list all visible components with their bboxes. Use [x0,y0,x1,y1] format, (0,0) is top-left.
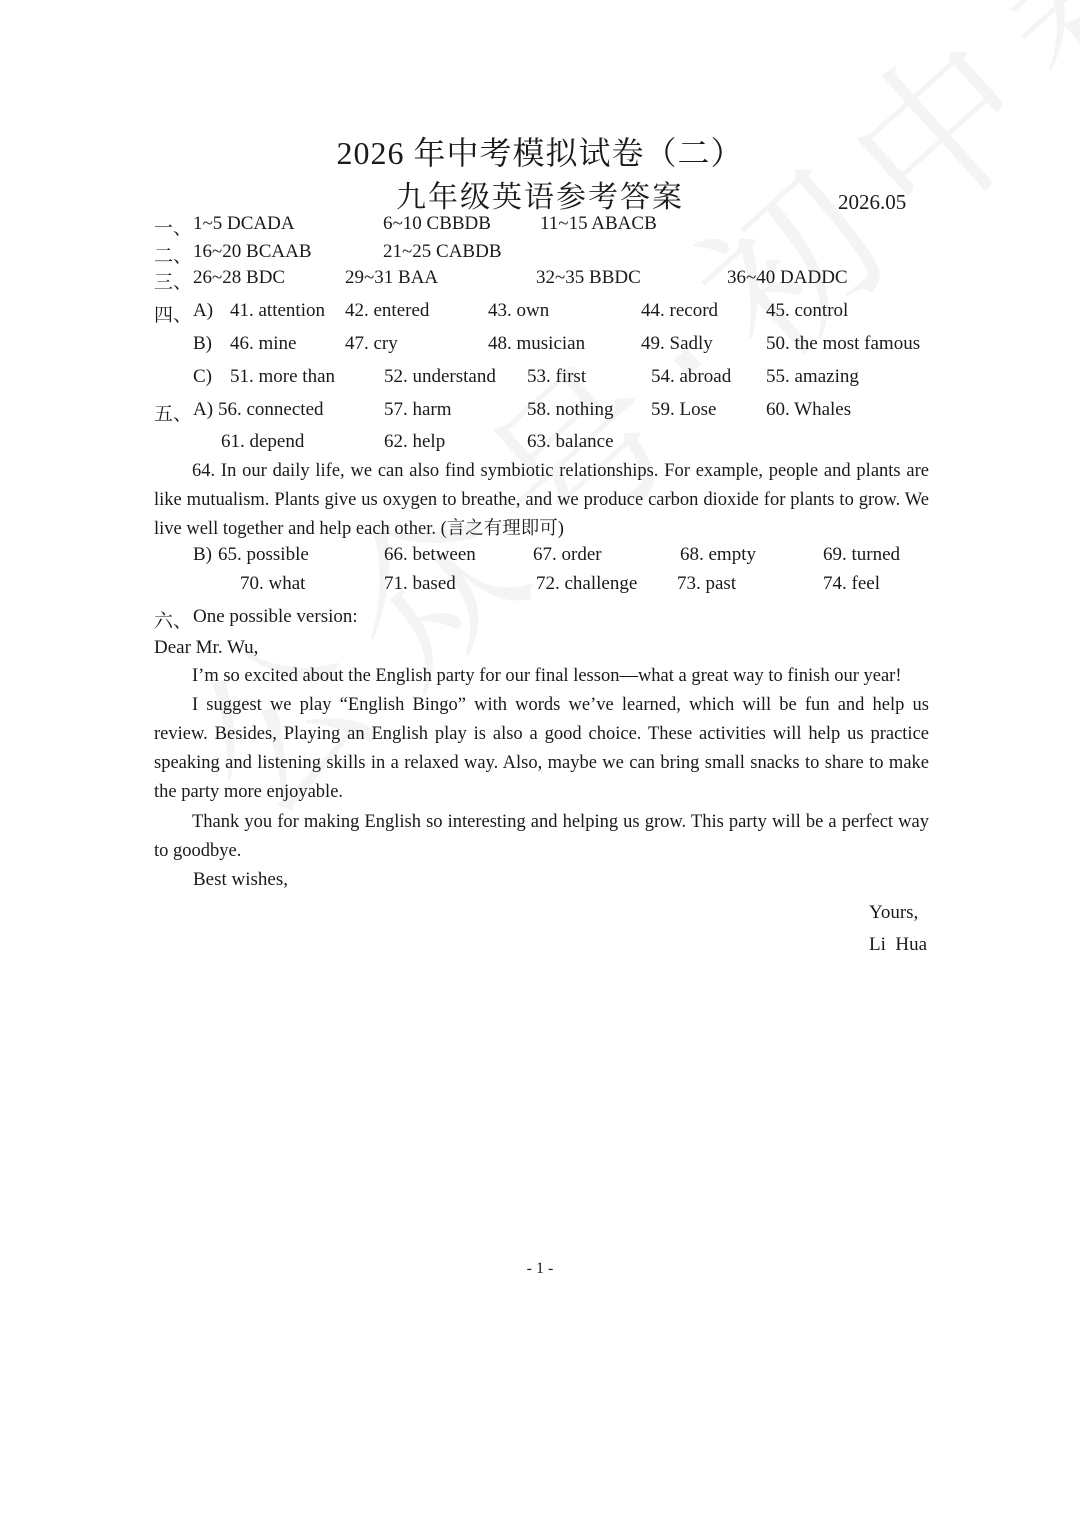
answer-group: 36~40 DADDC [727,267,848,288]
section-6-intro: One possible version: [193,606,358,627]
answer-item: 44. record [641,300,719,321]
answer-group: 11~15 ABACB [540,213,657,234]
answer-item: 72. challenge [536,573,638,594]
answer-item: 71. based [384,573,456,594]
answer-item: 52. understand [384,366,496,387]
answer-item: 73. past [677,573,737,594]
answer-item: 74. feel [823,573,880,594]
answer-item: 56. connected [218,399,324,420]
answer-group: 6~10 CBBDB [383,213,491,234]
answer-item: 46. mine [230,333,297,354]
answer-item: 45. control [766,300,849,321]
page-number: - 1 - [526,1260,554,1277]
answer-item: 65. possible [218,544,309,565]
answer-item: 61. depend [221,431,305,452]
part-label: C) [193,366,212,387]
answer-item: 48. musician [488,333,586,354]
answer-item: 59. Lose [651,399,717,420]
section-1-label: 一、 [154,218,193,239]
answer-group: 26~28 BDC [193,267,286,288]
letter-paragraph-1: I’m so excited about the English party for our final lesson—what a great way to finish our year! [192,666,902,686]
answer-item: 54. abroad [651,366,732,387]
answer-item: 62. help [384,431,446,452]
answer-item: 49. Sadly [641,333,713,354]
answer-group: 29~31 BAA [345,267,439,288]
letter-signature-name: Li Hua [869,934,928,955]
section-4-label: 四、 [154,305,193,326]
answer-item: 67. order [533,544,602,565]
section-3-label: 三、 [154,272,193,293]
part-label: A) [193,399,214,420]
answer-group: 1~5 DCADA [193,213,295,234]
part-label: A) [193,300,214,321]
answer-item: 58. nothing [527,399,614,420]
page-title: 2026 年中考模拟试卷（二） [336,135,744,171]
answer-item: 69. turned [823,544,901,565]
answer-item: 55. amazing [766,366,859,387]
answer-item: 70. what [240,573,306,594]
answer-item: 66. between [384,544,476,565]
answer-group: 32~35 BBDC [536,267,641,288]
answer-item: 57. harm [384,399,452,420]
letter-closing: Best wishes, [193,869,288,890]
answer-64-paragraph: 64. In our daily life, we can also find symbiotic relationships. For example, people and plants are like mutualism. Plants give us oxygen to breathe, and we produce carbon dioxide for plants to grow. We live well together and help each other. (言之有理即可) [154,461,929,539]
answer-item: 68. empty [680,544,756,565]
section-6-label: 六、 [154,611,193,632]
answer-item: 43. own [488,300,550,321]
part-label: B) [193,544,212,565]
section-2-label: 二、 [154,246,193,267]
answer-item: 47. cry [345,333,398,354]
answer-group: 21~25 CABDB [383,241,502,262]
letter-paragraph-2: I suggest we play “English Bingo” with words we’ve learned, which will be fun and help us review. Besides, Playing an English play is also a good choice. These activities will help us practice speaking and listening skills in a relaxed way. Also, maybe we can bring small snacks to share to make the party more enjoyable. [154,695,929,802]
exam-date: 2026.05 [838,190,907,214]
answer-item: 50. the most famous [766,333,921,354]
page-subtitle: 九年级英语参考答案 [396,181,684,214]
letter-greeting: Dear Mr. Wu, [154,637,259,658]
section-5-label: 五、 [154,404,193,425]
part-label: B) [193,333,212,354]
letter-yours: Yours, [869,902,919,923]
answer-item: 63. balance [527,431,614,452]
answer-item: 60. Whales [766,399,852,420]
answer-item: 42. entered [345,300,430,321]
answer-item: 51. more than [230,366,336,387]
answer-item: 53. first [527,366,587,387]
answer-item: 41. attention [230,300,325,321]
answer-group: 16~20 BCAAB [193,241,312,262]
letter-paragraph-3: Thank you for making English so interesting and helping us grow. This party will be a perfect way to goodbye. [154,812,929,861]
